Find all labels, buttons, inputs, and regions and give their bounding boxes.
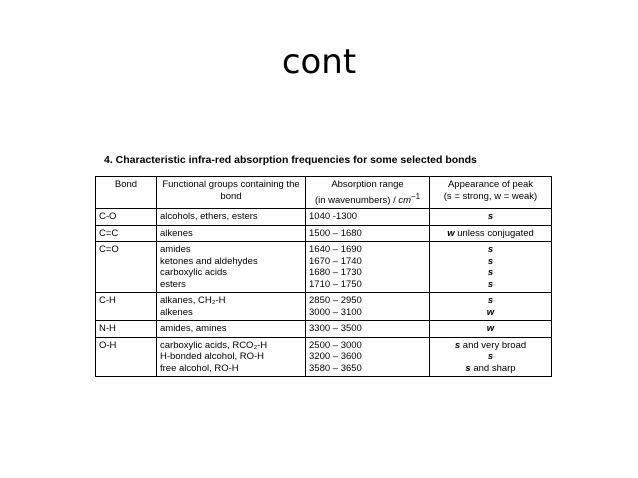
functional-group-line: amides, amines (160, 323, 227, 335)
peak-line (433, 256, 548, 268)
bond-cell: O-H (96, 337, 157, 377)
peak-line (433, 363, 548, 375)
functional-group-line: alkanes, CH₂-H (160, 295, 226, 307)
functional-group-cell (157, 293, 306, 321)
absorption-range-line: 1710 – 1750 (309, 278, 362, 290)
absorption-range-line: 2500 – 3000 (309, 339, 362, 351)
functional-group-line: alkenes (160, 227, 193, 239)
absorption-range-line: 1640 – 1690 (309, 244, 362, 256)
table-row (96, 337, 552, 377)
absorption-range-cell (306, 321, 430, 338)
functional-group-line: alcohols, ethers, esters (160, 211, 258, 223)
peak-cell (430, 337, 552, 377)
header-functional-groups (157, 177, 306, 209)
header-peak-line: Appearance of peak (447, 179, 534, 190)
peak-strength-code: w (486, 323, 495, 335)
peak-strength-code: s (465, 362, 471, 374)
peak-line (433, 267, 548, 279)
peak-strength-code: w (447, 227, 455, 239)
peak-cell (430, 225, 552, 242)
header-range-unit-line (309, 191, 426, 207)
peak-note: unless conjugated (454, 227, 534, 239)
table-row (96, 209, 552, 226)
peak-line (433, 244, 548, 256)
absorption-range-line: 1670 – 1740 (309, 255, 362, 267)
header-absorption-range (306, 177, 430, 209)
peak-strength-code: w (486, 306, 495, 318)
peak-strength-code: s (487, 211, 494, 223)
absorption-range-line: 3200 – 3600 (309, 351, 362, 363)
functional-group-cell (157, 209, 306, 226)
peak-line (433, 211, 548, 223)
absorption-range-line: 3580 – 3650 (309, 362, 362, 374)
header-bond (96, 177, 157, 209)
functional-group-cell (157, 337, 306, 377)
bond-cell: C-O (96, 209, 157, 226)
absorption-range-line: 1680 – 1730 (309, 267, 362, 279)
peak-strength-code: s (487, 244, 494, 256)
peak-line (433, 323, 548, 335)
peak-strength-code: s (454, 339, 461, 351)
peak-strength-code: s (487, 267, 494, 279)
peak-cell (430, 321, 552, 338)
absorption-range-cell (306, 293, 430, 321)
peak-cell (430, 209, 552, 226)
peak-note: and sharp (470, 362, 516, 374)
peak-line (433, 295, 548, 307)
bond-cell: C=O (96, 242, 157, 293)
absorption-range-cell (306, 225, 430, 242)
header-range-unit-exponent: −1 (411, 191, 421, 201)
functional-group-line: H-bonded alcohol, RO-H (160, 351, 265, 363)
peak-line (433, 279, 548, 291)
absorption-range-line: 3300 – 3500 (309, 323, 362, 335)
functional-group-cell (157, 242, 306, 293)
functional-group-line: alkenes (160, 306, 193, 318)
table-row (96, 242, 552, 293)
table-row (96, 225, 552, 242)
peak-strength-code: s (487, 255, 494, 267)
table-row (96, 293, 552, 321)
section-heading: 4. Characteristic infra-red absorption frequencies for some selected bonds (104, 154, 477, 166)
peak-strength-code: s (487, 351, 494, 363)
header-groups-line: Functional groups containing the (162, 179, 300, 190)
functional-group-line: carboxylic acids, RCO₂-H (160, 339, 268, 351)
absorption-range-cell (306, 242, 430, 293)
functional-group-line: ketones and aldehydes (160, 255, 258, 267)
peak-cell (430, 293, 552, 321)
header-range-unit-cm: cm (398, 194, 412, 206)
absorption-range-line: 1500 – 1680 (309, 227, 362, 239)
peak-strength-code: s (487, 278, 494, 290)
bond-cell: C-H (96, 293, 157, 321)
absorption-range-line: 1040 -1300 (309, 211, 358, 223)
peak-line (433, 340, 548, 352)
absorption-range-cell (306, 337, 430, 377)
peak-cell (430, 242, 552, 293)
header-groups-line: bond (220, 190, 242, 202)
header-range-line: Absorption range (331, 179, 404, 190)
table-row (96, 321, 552, 338)
bond-cell: N-H (96, 321, 157, 338)
ir-absorption-table (95, 176, 552, 377)
peak-line (433, 351, 548, 363)
functional-group-line: carboxylic acids (160, 267, 228, 279)
functional-group-cell (157, 225, 306, 242)
peak-note: and very broad (460, 339, 527, 351)
header-peak-appearance (430, 177, 552, 209)
bond-cell: C=C (96, 225, 157, 242)
peak-line (433, 228, 548, 240)
absorption-range-line: 2850 – 2950 (309, 295, 362, 307)
peak-line (433, 307, 548, 319)
absorption-range-cell (306, 209, 430, 226)
slide-title: cont (281, 42, 357, 82)
header-bond-label: Bond (114, 179, 138, 190)
absorption-range-line: 3000 – 3100 (309, 306, 362, 318)
header-peak-line: (s = strong, w = weak) (443, 190, 538, 202)
functional-group-line: free alcohol, RO-H (160, 362, 239, 374)
table-body (96, 209, 552, 377)
peak-strength-code: s (487, 295, 494, 307)
table-header-row (96, 177, 552, 209)
header-range-unit-prefix: (in wavenumbers) / (314, 194, 399, 206)
functional-group-line: amides (160, 244, 191, 256)
functional-group-line: esters (160, 278, 186, 290)
functional-group-cell (157, 321, 306, 338)
